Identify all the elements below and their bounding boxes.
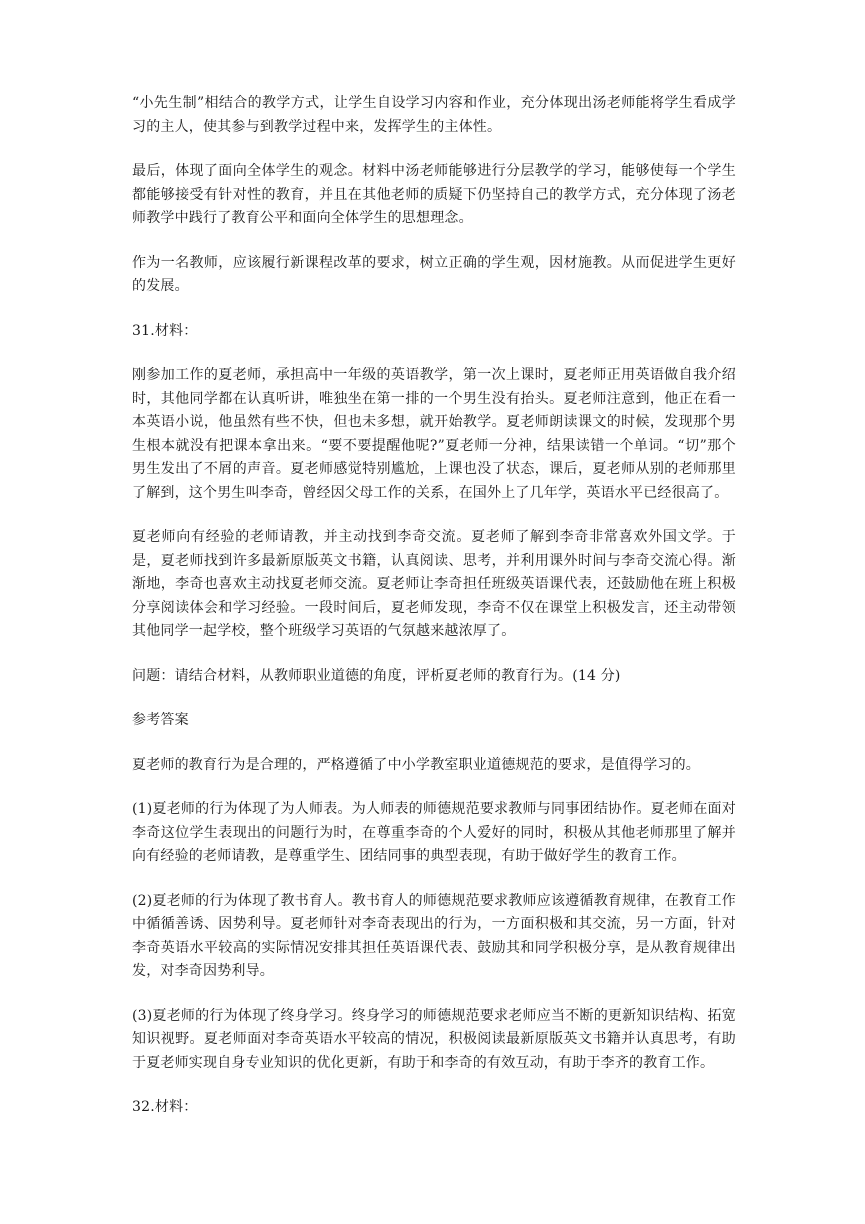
- answer-intro: 夏老师的教育行为是合理的，严格遵循了中小学教室职业道德规范的要求，是值得学习的。: [132, 756, 700, 773]
- question-prompt: 问题：请结合材料，从教师职业道德的角度，评析夏老师的教育行为。(14 分): [132, 667, 621, 684]
- answer-point-1: (1)夏老师的行为体现了为人师表。为人师表的师德规范要求教师与同事团结协作。夏老师在面对李奇这位学生表现出的问题行为时，在尊重李奇的个人爱好的同时，积极从其他老师那里了解并向有经验的老师请教，是尊重学生、团结同事的典型表现，有助于做好学生的教育工作。: [132, 801, 736, 864]
- material-paragraph-1: 刚参加工作的夏老师，承担高中一年级的英语教学，第一次上课时，夏老师正用英语做自我介绍时，其他同学都在认真听讲，唯独坐在第一排的一个男生没有抬头。夏老师注意到，他正在看一本英语小说，他虽然有些不快，但也未多想，就开始教学。夏老师朗读课文的时候，发现那个男生根本就没有把课本拿出来。“要不要提醒他呢?”夏老师一分神，结果读错一个单词。“切”那个男生发出了不屑的声音。夏老师感觉特别尴尬，上课也没了状态，课后，夏老师从别的老师那里了解到，这个男生叫李奇，曾经因父母工作的关系，在国外上了几年学，英语水平已经很高了。: [132, 367, 736, 501]
- reference-answer-heading: 参考答案: [132, 712, 189, 728]
- paragraph-conclusion-1: “小先生制”相结合的教学方式，让学生自设学习内容和作业，充分体现出汤老师能将学生看成学习的主人，使其参与到教学过程中来，发挥学生的主体性。: [132, 95, 736, 135]
- paragraph-conclusion-2: 最后，体现了面向全体学生的观念。材料中汤老师能够进行分层教学的学习，能够使每一个学生都能够接受有针对性的教育，并且在其他老师的质疑下仍坚持自己的教学方式，充分体现了汤老师教学中践行了教育公平和面向全体学生的思想理念。: [132, 163, 736, 226]
- question-31-heading: 31.材料：: [132, 322, 198, 339]
- answer-point-2: (2)夏老师的行为体现了教书育人。教书育人的师德规范要求教师应该遵循教育规律，在教育工作中循循善诱、因势利导。夏老师针对李奇表现出的行为，一方面积极和其交流，另一方面，针对李奇英语水平较高的实际情况安排其担任英语课代表、鼓励其和同学积极分享，是从教育规律出发，对李奇因势利导。: [132, 892, 736, 979]
- document-page: [132, 92, 736, 1141]
- answer-point-3: (3)夏老师的行为体现了终身学习。终身学习的师德规范要求老师应当不断的更新知识结构、拓宽知识视野。夏老师面对李奇英语水平较高的情况，积极阅读最新原版英文书籍并认真思考，有助于夏老师实现自身专业知识的优化更新，有助于和李奇的有效互动，有助于李齐的教育工作。: [132, 1007, 736, 1071]
- material-paragraph-2: 夏老师向有经验的老师请教，并主动找到李奇交流。夏老师了解到李奇非常喜欢外国文学。于是，夏老师找到许多最新原版英文书籍，认真阅读、思考，并利用课外时间与李奇交流心得。渐渐地，李奇也喜欢主动找夏老师交流。夏老师让李奇担任班级英语课代表，还鼓励他在班上积极分享阅读体会和学习经验。一段时间后，夏老师发现，李奇不仅在课堂上积极发言，还主动带领其他同学一起学校，整个班级学习英语的气氛越来越浓厚了。: [132, 529, 736, 639]
- paragraph-conclusion-3: 作为一名教师，应该履行新课程改革的要求，树立正确的学生观，因材施教。从而促进学生更好的发展。: [132, 254, 736, 294]
- question-32-heading: 32.材料：: [132, 1099, 198, 1115]
